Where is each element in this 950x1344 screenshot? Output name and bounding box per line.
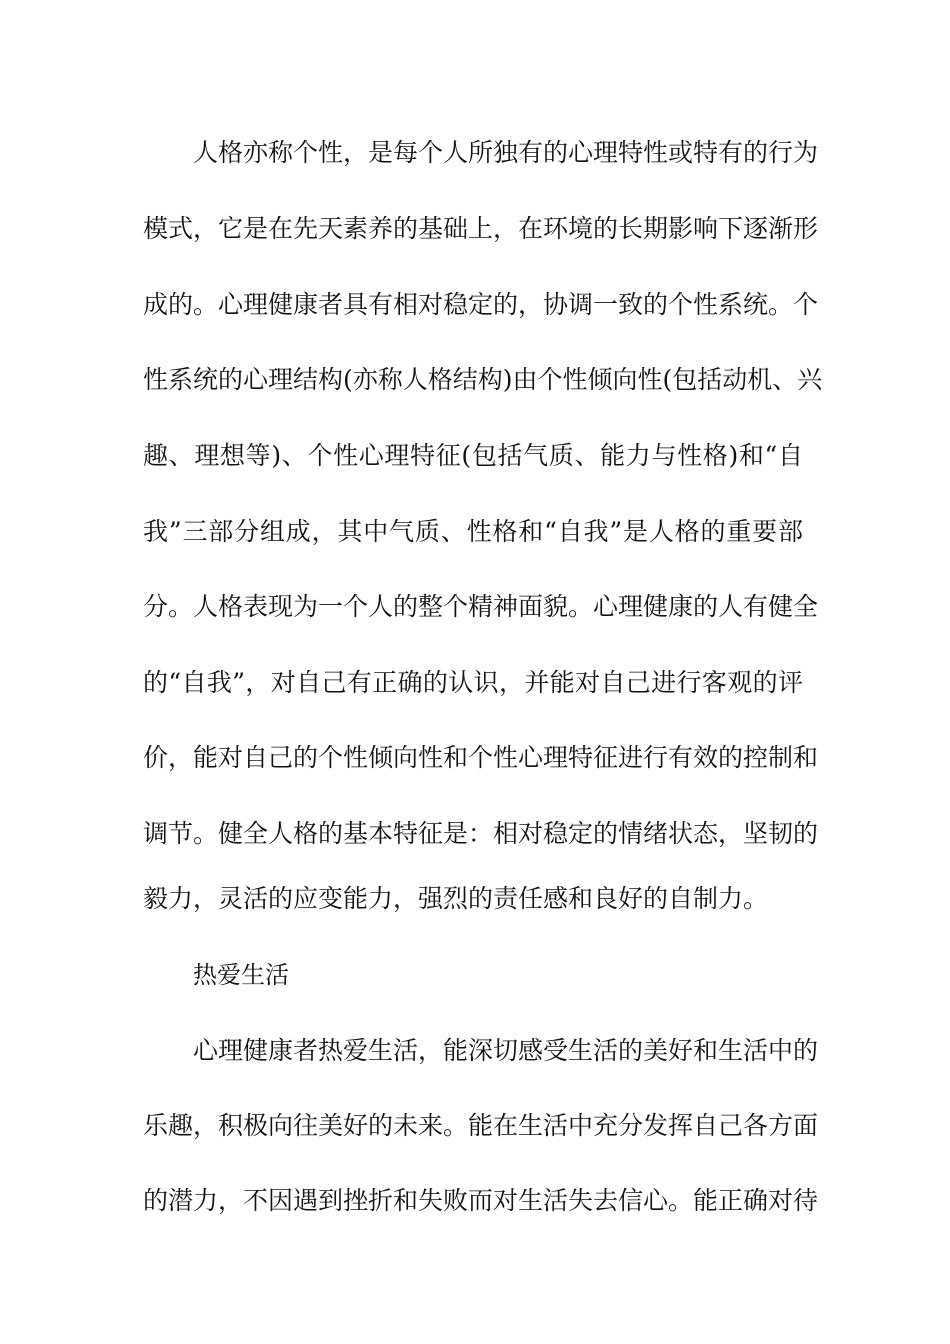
paragraph-line: 乐趣，积极向往美好的未来。能在生活中充分发挥自己各方面 <box>143 1111 819 1140</box>
paragraph-line: 毅力，灵活的应变能力，强烈的责任感和良好的自制力。 <box>143 884 769 913</box>
paragraph-line: 成的。心理健康者具有相对稳定的，协调一致的个性系统。个 <box>143 290 819 319</box>
paragraph-line: 趣、理想等)、个性心理特征(包括气质、能力与性格)和“自 <box>143 441 803 470</box>
paragraph-line: 的“自我”，对自己有正确的认识，并能对自己进行客观的评 <box>143 668 803 697</box>
paragraph-line: 人格亦称个性，是每个人所独有的心理特性或特有的行为 <box>193 138 819 167</box>
paragraph-line: 价，能对自己的个性倾向性和个性心理特征进行有效的控制和 <box>143 743 819 772</box>
paragraph-line: 心理健康者热爱生活，能深切感受生活的美好和生活中的 <box>193 1036 819 1065</box>
paragraph-line: 的潜力，不因遇到挫折和失败而对生活失去信心。能正确对待 <box>143 1186 819 1215</box>
paragraph-line: 分。人格表现为一个人的整个精神面貌。心理健康的人有健全 <box>143 592 819 621</box>
paragraph-line: 模式，它是在先天素养的基础上，在环境的长期影响下逐渐形 <box>143 214 819 243</box>
paragraph-line: 我”三部分组成，其中气质、性格和“自我”是人格的重要部 <box>143 517 803 546</box>
paragraph-line: 调节。健全人格的基本特征是：相对稳定的情绪状态，坚韧的 <box>143 819 819 848</box>
paragraph-line: 性系统的心理结构(亦称人格结构)由个性倾向性(包括动机、兴 <box>143 365 823 394</box>
section-heading: 热爱生活 <box>193 961 289 989</box>
